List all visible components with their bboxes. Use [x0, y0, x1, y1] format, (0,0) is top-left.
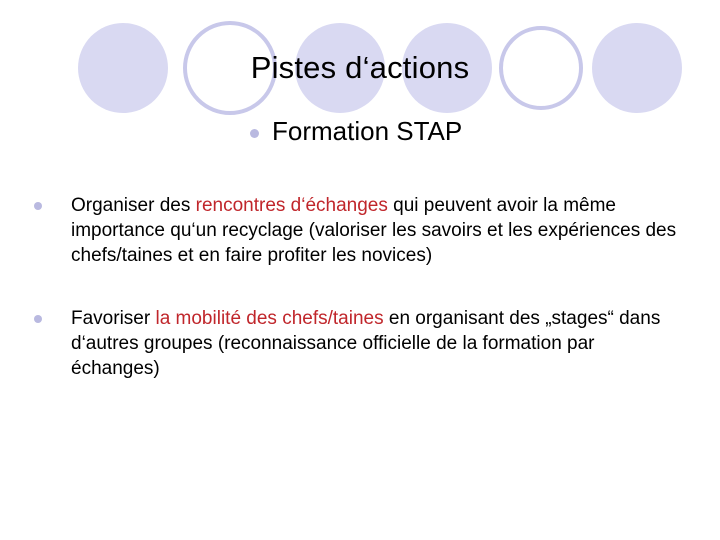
- bullet-text-pre: Favoriser: [71, 308, 156, 329]
- subtitle-text: Formation STAP: [272, 116, 463, 146]
- bullet-text-pre: Organiser des: [71, 195, 196, 216]
- slide-title: Pistes d‘actions: [250, 50, 470, 85]
- bullet-dot-icon: [34, 202, 42, 210]
- bullet-list: [34, 193, 684, 419]
- bullet-text-post: qui peuvent avoir la même importance qu‘un recyclage (valoriser les savoirs et les expériences des chefs/taines et en faire profiter les novices): [71, 195, 677, 266]
- bullet-dot-icon: [250, 129, 259, 138]
- bullet-dot-icon: [34, 315, 42, 323]
- bullet-highlight: la mobilité des chefs/taines: [155, 308, 384, 329]
- bullet-text-post: en organisant des „stages“ dans d‘autres groupes (reconnaissance officielle de la formation par échanges): [71, 308, 661, 379]
- list-item: [34, 306, 684, 381]
- bullet-highlight: rencontres d‘échanges: [195, 195, 388, 216]
- list-item: [34, 193, 684, 268]
- subtitle-row: [250, 116, 580, 147]
